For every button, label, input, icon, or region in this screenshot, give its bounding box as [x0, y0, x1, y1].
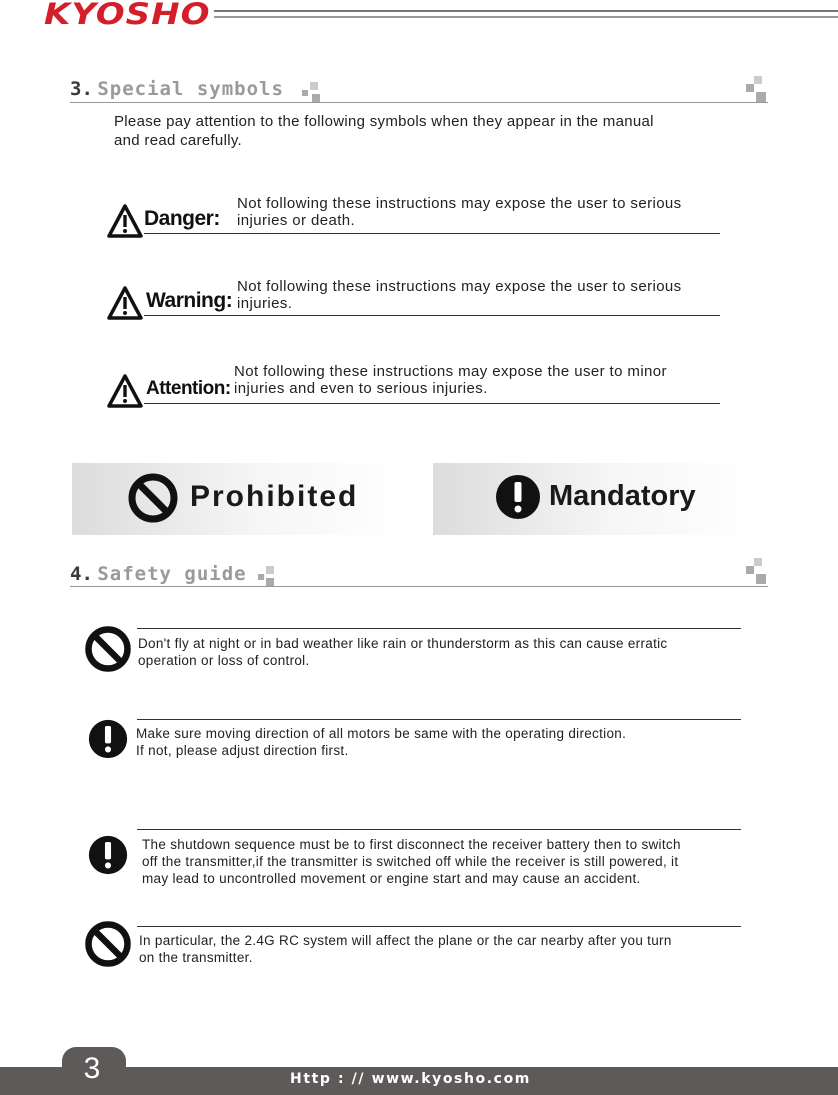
- guide-line: Make sure moving direction of all motors be same with the operating direction.: [136, 726, 627, 741]
- mandatory-label: Mandatory: [549, 480, 696, 512]
- decor-blocks: [746, 558, 766, 584]
- guide-line: off the transmitter,if the transmitter is switched off while the receiver is still powered, it: [142, 854, 679, 869]
- guide-rule: [137, 829, 741, 830]
- intro-line: and read carefully.: [114, 132, 242, 149]
- guide-line: may lead to uncontrolled movement or engine start and may cause an accident.: [142, 871, 641, 886]
- decor-blocks: [302, 82, 322, 108]
- prohibited-icon: [84, 625, 132, 673]
- danger-description: [237, 195, 682, 229]
- decor-blocks: [258, 566, 278, 592]
- section-rule: [70, 586, 768, 587]
- guide-item-1: [138, 635, 667, 669]
- description-line: injuries.: [237, 295, 293, 312]
- intro-paragraph: [114, 112, 654, 150]
- underline: [144, 233, 720, 234]
- section-number: 4.: [70, 563, 93, 585]
- page-number: 3: [83, 1052, 101, 1085]
- warning-label: Warning:: [146, 289, 233, 312]
- description-line: injuries or death.: [237, 212, 356, 229]
- section-4-heading: [70, 563, 247, 585]
- decor-blocks: [746, 76, 766, 102]
- description-line: injuries and even to serious injuries.: [234, 380, 488, 397]
- mandatory-icon: [495, 474, 541, 520]
- prohibited-label: Prohibited: [190, 480, 359, 513]
- underline: [144, 403, 720, 404]
- description-line: Not following these instructions may expose the user to minor: [234, 363, 667, 380]
- guide-rule: [137, 628, 741, 629]
- warning-triangle-icon: [107, 374, 143, 408]
- mandatory-icon: [88, 719, 128, 759]
- guide-line: The shutdown sequence must be to first disconnect the receiver battery then to switch: [142, 837, 681, 852]
- guide-item-4: [139, 932, 672, 966]
- section-number: 3.: [70, 78, 93, 100]
- website-link[interactable]: Http : // www.kyosho.com: [290, 1071, 531, 1087]
- header-lines: [214, 10, 838, 24]
- section-rule: [70, 102, 768, 103]
- underline: [144, 315, 720, 316]
- section-3-heading: [70, 78, 284, 100]
- guide-rule: [137, 719, 741, 720]
- section-title: Safety guide: [97, 563, 247, 585]
- guide-line: If not, please adjust direction first.: [136, 743, 349, 758]
- guide-rule: [137, 926, 741, 927]
- warning-triangle-icon: [107, 286, 143, 320]
- prohibited-icon: [84, 920, 132, 968]
- guide-line: on the transmitter.: [139, 950, 253, 965]
- guide-line: In particular, the 2.4G RC system will affect the plane or the car nearby after you turn: [139, 933, 672, 948]
- warning-description: [237, 278, 682, 312]
- mandatory-icon: [88, 835, 128, 875]
- brand-logo: KYOSHO: [44, 0, 211, 32]
- guide-item-3: [142, 836, 681, 887]
- description-line: Not following these instructions may expose the user to serious: [237, 278, 682, 295]
- guide-line: Don't fly at night or in bad weather like rain or thunderstorm as this can cause erratic: [138, 636, 668, 651]
- prohibited-icon: [127, 472, 179, 524]
- section-title: Special symbols: [97, 78, 284, 100]
- guide-item-2: [136, 725, 626, 759]
- guide-line: operation or loss of control.: [138, 653, 310, 668]
- attention-label: Attention:: [146, 378, 231, 399]
- intro-line: Please pay attention to the following symbols when they appear in the manual: [114, 113, 654, 130]
- danger-label: Danger:: [144, 207, 220, 230]
- attention-description: [234, 363, 667, 397]
- description-line: Not following these instructions may expose the user to serious: [237, 195, 682, 212]
- warning-triangle-icon: [107, 204, 143, 238]
